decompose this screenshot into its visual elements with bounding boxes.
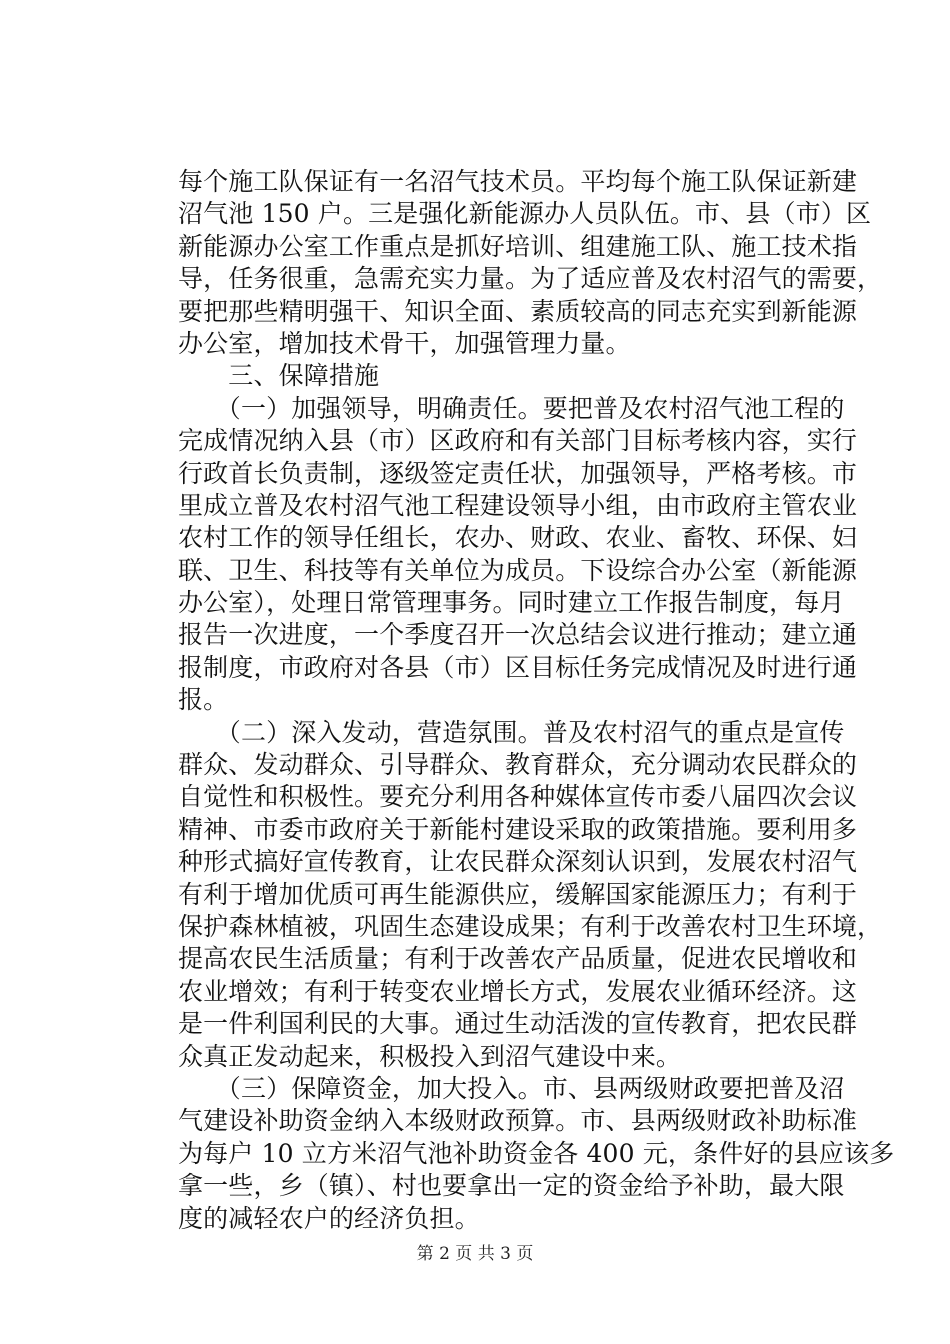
text-line: 报告一次进度，一个季度召开一次总结会议进行推动；建立通 — [178, 620, 858, 650]
text-line: 联、卫生、科技等有关单位为成员。下设综合办公室（新能源 — [178, 555, 858, 585]
text-line: （一）加强领导，明确责任。要把普及农村沼气池工程的 — [178, 393, 845, 423]
text-line: 度的减轻农户的经济负担。 — [178, 1203, 480, 1233]
body-text — [178, 166, 895, 1235]
text-line: 报。 — [178, 685, 229, 715]
text-line: 种形式搞好宣传教育，让农民群众深刻认识到，发展农村沼气 — [178, 847, 858, 877]
text-line: 三、保障措施 — [178, 361, 380, 391]
text-line: 精神、市委市政府关于新能村建设采取的政策措施。要利用多 — [178, 814, 858, 844]
text-line: 报制度，市政府对各县（市）区目标任务完成情况及时进行通 — [178, 652, 858, 682]
text-line: 拿一些，乡（镇）、村也要拿出一定的资金给予补助，最大限 — [178, 1171, 845, 1201]
text-line: 保护森林植被，巩固生态建设成果；有利于改善农村卫生环境， — [178, 911, 883, 941]
text-line: 有利于增加优质可再生能源供应，缓解国家能源压力；有利于 — [178, 879, 858, 909]
text-line: 每个施工队保证有一名沼气技术员。平均每个施工队保证新建 — [178, 167, 858, 196]
text-line: 要把那些精明强干、知识全面、素质较高的同志充实到新能源 — [178, 296, 858, 326]
text-line: 众真正发动起来，积极投入到沼气建设中来。 — [178, 1041, 682, 1071]
text-line: 导，任务很重，急需充实力量。为了适应普及农村沼气的需要， — [178, 264, 883, 294]
text-line: 沼气池 150 户。三是强化新能源办人员队伍。市、县（市）区 — [178, 199, 872, 229]
text-line: 气建设补助资金纳入本级财政预算。市、县两级财政补助标准 — [178, 1106, 858, 1136]
text-line: 办公室，增加技术骨干，加强管理力量。 — [178, 328, 631, 358]
text-line: 群众、发动群众、引导群众、教育群众，充分调动农民群众的 — [178, 750, 858, 780]
text-line: 完成情况纳入县（市）区政府和有关部门目标考核内容，实行 — [178, 426, 858, 456]
text-line: 是一件利国利民的大事。通过生动活泼的宣传教育，把农民群 — [178, 1009, 858, 1039]
text-line: 提高农民生活质量；有利于改善农产品质量，促进农民增收和 — [178, 944, 858, 974]
page-footer: 第 2 页 共 3 页 — [416, 1244, 534, 1264]
text-line: 办公室），处理日常管理事务。同时建立工作报告制度，每月 — [178, 588, 845, 618]
text-line: 里成立普及农村沼气池工程建设领导小组，由市政府主管农业 — [178, 490, 858, 520]
text-line: （三）保障资金，加大投入。市、县两级财政要把普及沼 — [178, 1073, 845, 1103]
text-line: 行政首长负责制，逐级签定责任状，加强领导，严格考核。市 — [178, 458, 858, 488]
text-line: 新能源办公室工作重点是抓好培训、组建施工队、施工技术指 — [178, 231, 858, 261]
text-line: 为每户 10 立方米沼气池补助资金各 400 元，条件好的县应该多 — [178, 1138, 895, 1168]
text-line: 农村工作的领导任组长，农办、财政、农业、畜牧、环保、妇 — [178, 523, 858, 553]
text-line: 农业增效；有利于转变农业增长方式，发展农业循环经济。这 — [178, 976, 858, 1006]
text-line: 自觉性和积极性。要充分利用各种媒体宣传市委八届四次会议 — [178, 782, 858, 812]
text-line: （二）深入发动，营造氛围。普及农村沼气的重点是宣传 — [178, 717, 845, 747]
